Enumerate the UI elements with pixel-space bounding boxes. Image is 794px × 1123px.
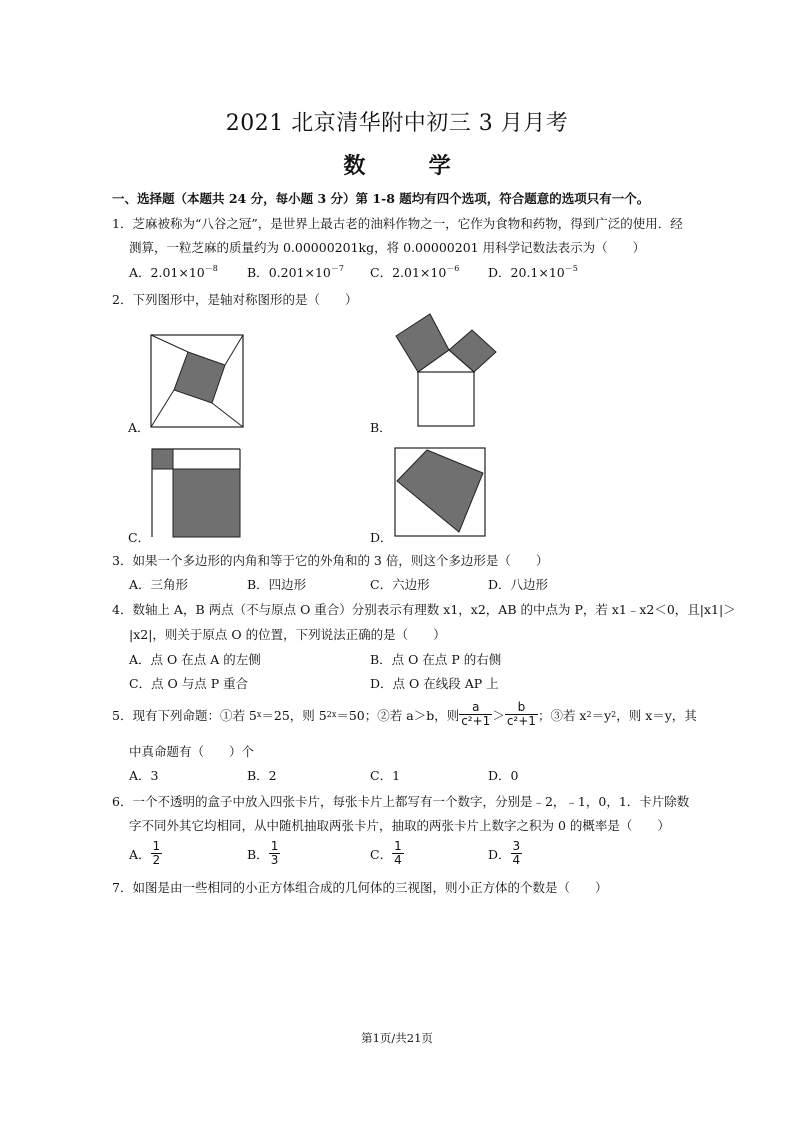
- q3-option-b: B．四边形: [247, 577, 307, 592]
- q7-stem: 7．如图是由一些相同的小正方体组合成的几何体的三视图，则小正方体的个数是（ ）: [112, 880, 608, 895]
- subject-char-2: 学: [428, 153, 451, 179]
- q6-option-a: A． $\frac{1}{2}$: [129, 839, 161, 867]
- q3-option-d: D．八边形: [488, 577, 549, 592]
- q1-line1: 1．芝麻被称为“八谷之冠”，是世界上最古老的油料作物之一，它作为食物和药物，得到广泛的使用．经: [112, 216, 683, 231]
- q2-label-b: B．: [370, 420, 392, 435]
- q4-line2: |x2|，则关于原点 O 的位置，下列说法正确的是（ ）: [129, 627, 446, 642]
- q5-fraction-a: $\frac{a}{\text{c²+1}}$: [461, 700, 491, 728]
- q6-option-c: C． $\frac{1}{4}$: [370, 839, 402, 867]
- q5-option-d: D．0: [488, 768, 519, 783]
- q4-line1: 4．数轴上 A，B 两点（不与原点 O 重合）分别表示有理数 x1，x2，AB 的中点为 P，若 x1﹣x2＜0，且|x1|＞: [112, 602, 736, 617]
- q5-option-c: C．1: [370, 768, 401, 783]
- q5-option-a: A．3: [129, 768, 159, 783]
- q1-option-a: A．$2.01\times 10^{-8}$: [129, 264, 218, 280]
- q5-option-b: B．2: [247, 768, 277, 783]
- page-footer: 第1页/共21页: [361, 1031, 433, 1045]
- q4-option-c: C．点 O 与点 P 重合: [129, 676, 249, 691]
- q1-option-b: B．$0.201\times 10^{-7}$: [247, 264, 344, 280]
- q6-line2: 字不同外其它均相同，从中随机抽取两张卡片，抽取的两张卡片上数字之积为 0 的概率是（ ）: [129, 818, 670, 833]
- page-title: 2021 北京清华附中初三 3 月月考: [225, 111, 569, 136]
- q3-option-a: A．三角形: [129, 577, 189, 592]
- q2-figure-c: [150, 447, 244, 539]
- q3-option-c: C．六边形: [370, 577, 430, 592]
- q1-option-c: C．$2.01\times 10^{-6}$: [370, 264, 460, 280]
- q4-option-b: B．点 O 在点 P 的右侧: [370, 652, 502, 667]
- q2-label-a: A．: [128, 420, 150, 435]
- q2-figure-b: [392, 310, 502, 430]
- subject-title: [0, 149, 794, 180]
- q3-stem: 3．如果一个多边形的内角和等于它的外角和的 3 倍，则这个多边形是（ ）: [112, 553, 549, 568]
- q2-figure-a: [150, 334, 246, 430]
- q6-option-b: B． $\frac{1}{3}$: [247, 839, 279, 867]
- q6-line1: 6．一个不透明的盒子中放入四张卡片，每张卡片上都写有一个数字，分别是﹣2，﹣1，0，1．卡片除数: [112, 794, 690, 809]
- subject-char-1: 数: [343, 153, 366, 179]
- q4-option-a: A．点 O 在点 A 的左侧: [129, 652, 261, 667]
- q1-option-d: D．$20.1\times 10^{-5}$: [488, 264, 578, 280]
- q2-label-d: D．: [370, 530, 393, 545]
- q5-fraction-b: $\frac{b}{\text{c²+1}}$: [506, 700, 536, 728]
- q5-line2: 中真命题有（ ）个: [129, 744, 255, 759]
- q5-line1: 5．现有下列命题：①若 5 x ＝25，则 5 2x ＝50；②若 a＞b，则 $\frac{a}{\text{c²+1}}$ ＞ $\frac{b}{\text{c²+1}}$ ；③若 x 2 ＝y 2 ，则 x＝y，其: [112, 700, 697, 728]
- section-heading: 一、选择题（本题共 24 分，每小题 3 分）第 1-8 题均有四个选项，符合题意的选项只有一个。: [112, 191, 650, 206]
- q6-option-d: D． $\frac{3}{4}$: [488, 839, 521, 867]
- q1-line2: 测算，一粒芝麻的质量约为 0.00000201kg，将 0.00000201 用科学记数法表示为（ ）: [129, 240, 646, 255]
- q2-stem: 2．下列图形中，是轴对称图形的是（ ）: [112, 292, 358, 307]
- q2-label-c: C．: [128, 530, 151, 545]
- q2-figure-d: [393, 446, 489, 540]
- q4-option-d: D．点 O 在线段 AP 上: [370, 676, 499, 691]
